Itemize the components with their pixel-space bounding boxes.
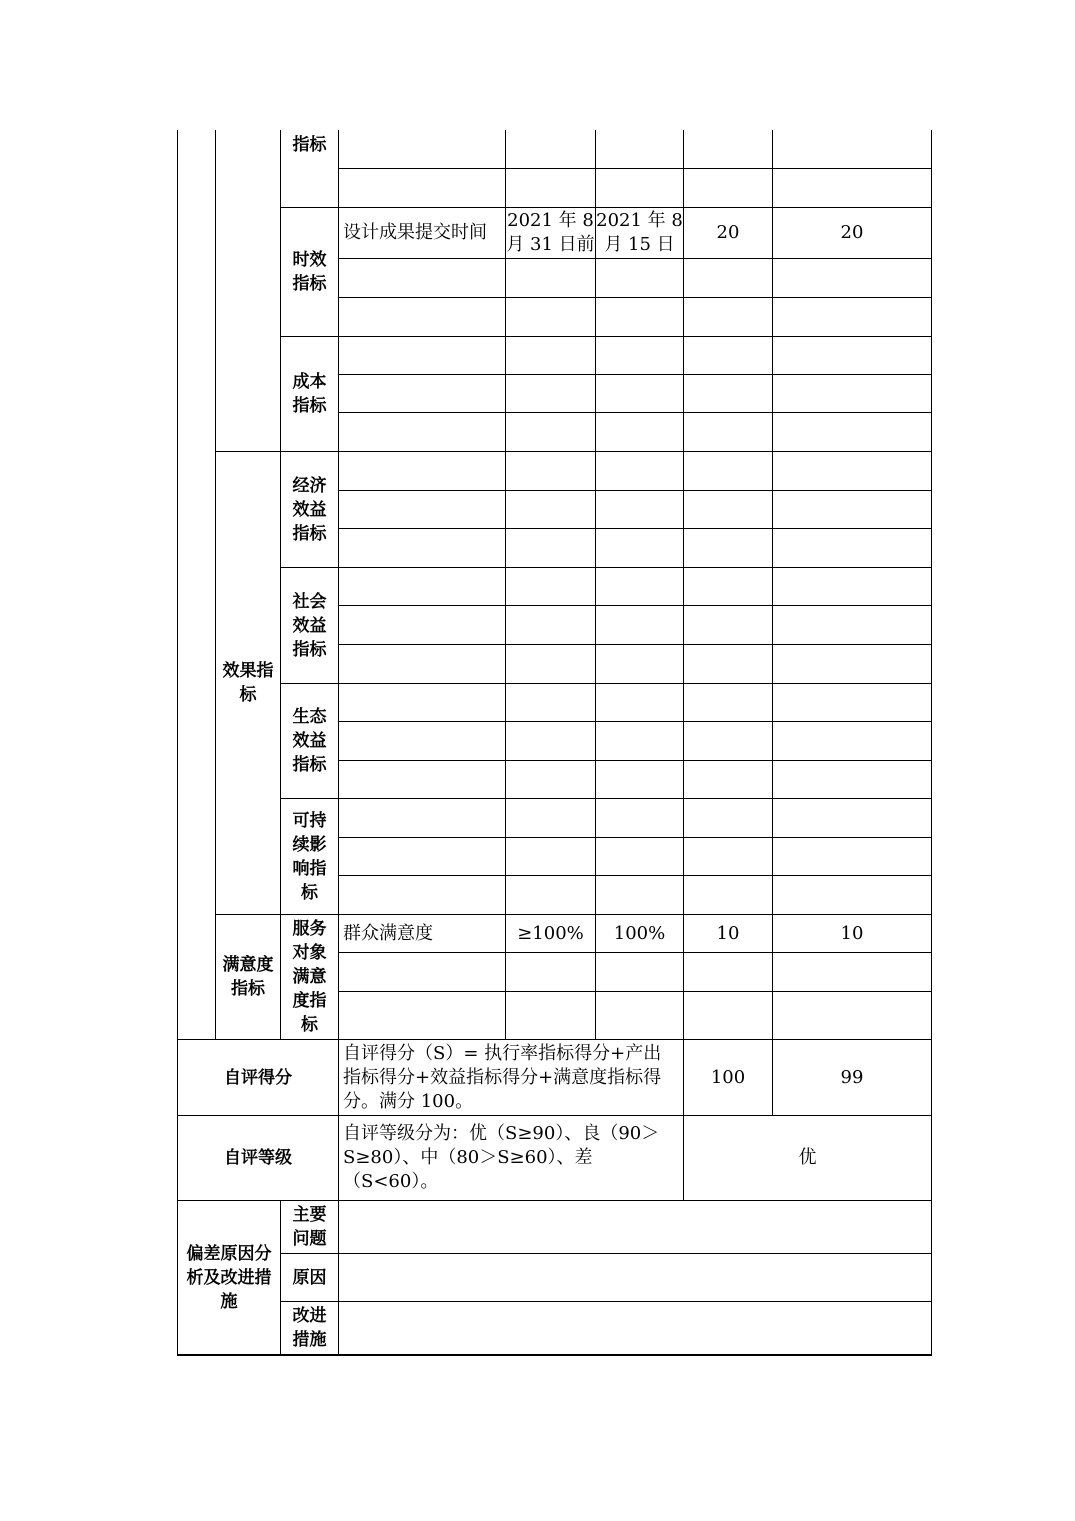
timeliness-item: 设计成果提交时间 (343, 222, 487, 243)
timeliness-score: 20 (840, 222, 864, 243)
rule (338, 952, 931, 953)
satisfaction-actual: 100% (613, 922, 666, 944)
self-score-value: 99 (840, 1066, 864, 1088)
satisfaction-indicators-label: 满意度 指标 (222, 955, 274, 999)
rule (595, 130, 596, 1039)
rule (280, 1301, 931, 1302)
rule (338, 605, 931, 606)
timeliness-target: 2021 年 8 月 31 日前 (506, 210, 595, 255)
rule (280, 1253, 931, 1254)
self-grade-value: 优 (798, 1147, 817, 1168)
service-target-satisfaction-label: 服务 对象 满意 度指 标 (292, 919, 327, 1035)
rule (338, 721, 931, 722)
self-score-label: 自评得分 (224, 1067, 292, 1088)
rule (280, 798, 931, 799)
rule (338, 258, 931, 259)
satisfaction-score: 10 (840, 922, 864, 944)
social-benefit-label: 社会 效益 指标 (292, 591, 327, 660)
timeliness-weight: 20 (716, 222, 740, 243)
rule (338, 412, 931, 413)
effect-indicators-label: 效果指 标 (222, 661, 274, 705)
main-problem-label: 主要 问题 (292, 1205, 327, 1249)
rule (338, 168, 931, 169)
rule (505, 130, 506, 1039)
rule (338, 644, 931, 645)
rule (338, 528, 931, 529)
rule (338, 374, 931, 375)
rule (772, 130, 773, 1115)
rule (177, 1354, 932, 1356)
economic-benefit-label: 经济 效益 指标 (292, 475, 327, 544)
timeliness-indicator-label: 时效 指标 (292, 250, 327, 294)
rule (280, 336, 931, 337)
reason-label: 原因 (292, 1267, 327, 1288)
rule (338, 991, 931, 992)
self-grade-label: 自评等级 (224, 1148, 292, 1168)
rule (338, 760, 931, 761)
satisfaction-target: ≥100% (517, 922, 584, 944)
rule (338, 837, 931, 838)
rule (338, 490, 931, 491)
timeliness-actual: 2021 年 8 月 15 日 (596, 210, 683, 255)
rule (931, 130, 932, 1356)
cost-indicator-label: 成本 指标 (292, 372, 327, 416)
satisfaction-item: 群众满意度 (343, 922, 433, 944)
self-score-formula: 自评得分（S）= 执行率指标得分+产出指标得分+效益指标得分+满意度指标得分。满分 100。 (343, 1042, 662, 1112)
continued-indicator-label: 指标 (292, 134, 327, 155)
self-score-full: 100 (710, 1066, 746, 1088)
rule (338, 297, 931, 298)
improvement-label: 改进 措施 (292, 1306, 327, 1350)
rule (280, 567, 931, 568)
satisfaction-weight: 10 (716, 922, 740, 944)
deviation-analysis-label: 偏差原因分 析及改进措 施 (186, 1243, 272, 1312)
self-grade-description: 自评等级分为：优（S≥90）、良（90＞S≥80）、中（80＞S≥60）、差（S<60）。 (343, 1123, 660, 1192)
rule (338, 875, 931, 876)
sustainable-impact-label: 可持 续影 响指 标 (292, 810, 327, 903)
rule (280, 683, 931, 684)
ecological-benefit-label: 生态 效益 指标 (292, 707, 327, 775)
